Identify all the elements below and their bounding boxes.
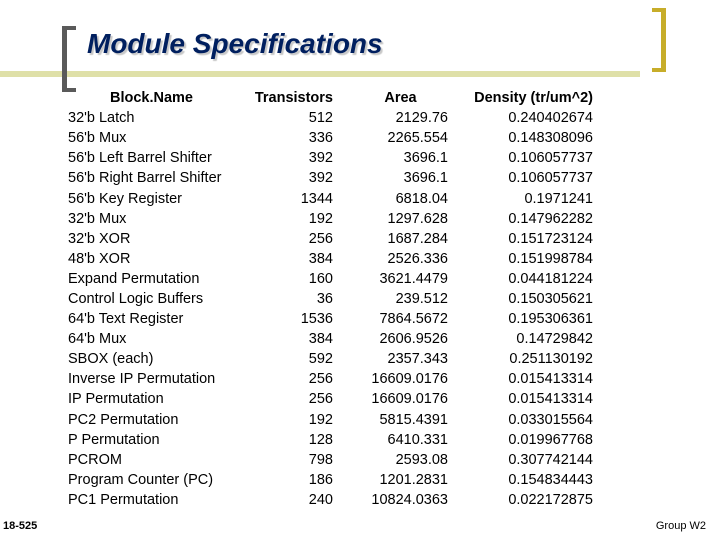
transistors-cell: 36	[316, 290, 333, 307]
area-cell: 5815.4391	[379, 411, 448, 428]
transistors-cell: 798	[308, 451, 333, 468]
table-body	[65, 108, 593, 510]
block-name-cell: P Permutation	[68, 431, 160, 448]
block-name-cell: 56'b Left Barrel Shifter	[68, 150, 212, 167]
density-cell: 0.150305621	[508, 290, 593, 307]
density-cell: 0.148308096	[508, 130, 593, 147]
block-name-cell: Control Logic Buffers	[68, 290, 204, 307]
area-cell: 16609.0176	[371, 391, 448, 408]
area-cell: 3696.1	[403, 170, 448, 187]
transistors-cell: 384	[308, 331, 333, 348]
transistors-cell: 256	[308, 230, 333, 247]
area-cell: 10824.0363	[371, 491, 448, 508]
density-cell: 0.022172875	[508, 491, 593, 508]
transistors-cell: 336	[308, 130, 333, 147]
transistors-cell: 256	[308, 391, 333, 408]
area-cell: 2265.554	[387, 130, 448, 147]
density-cell: 0.151998784	[508, 250, 593, 267]
table-row	[65, 168, 593, 188]
area-cell: 2357.343	[387, 351, 448, 368]
transistors-cell: 240	[308, 491, 333, 508]
transistors-cell: 192	[308, 411, 333, 428]
transistors-cell: 128	[308, 431, 333, 448]
block-name-cell: 56'b Right Barrel Shifter	[68, 170, 222, 187]
table-row	[65, 490, 593, 510]
group-name: Group W2	[655, 520, 706, 532]
block-name-cell: PC1 Permutation	[68, 491, 179, 508]
density-cell: 0.015413314	[508, 371, 593, 388]
transistors-cell: 256	[308, 371, 333, 388]
table-row	[65, 329, 593, 349]
area-cell: 2593.08	[395, 451, 448, 468]
block-name-cell: 56'b Key Register	[68, 190, 182, 207]
header-transistors: Transistors	[254, 90, 333, 107]
table-header-row	[65, 88, 593, 108]
block-name-cell: 64'b Text Register	[68, 311, 184, 328]
table-row	[65, 209, 593, 229]
block-name-cell: SBOX (each)	[68, 351, 154, 368]
block-name-cell: IP Permutation	[68, 391, 164, 408]
area-cell: 3696.1	[403, 150, 448, 167]
table-row	[65, 229, 593, 249]
course-number: 18-525	[3, 520, 38, 532]
block-name-cell: Expand Permutation	[68, 270, 200, 287]
transistors-cell: 384	[308, 250, 333, 267]
density-cell: 0.14729842	[516, 331, 593, 348]
header-block-name: Block.Name	[109, 90, 193, 107]
area-cell: 6818.04	[395, 190, 448, 207]
block-name-cell: 32'b Latch	[68, 110, 135, 127]
area-cell: 239.512	[395, 290, 448, 307]
density-cell: 0.1971241	[524, 190, 593, 207]
area-cell: 2526.336	[387, 250, 448, 267]
table-row	[65, 450, 593, 470]
table-row	[65, 289, 593, 309]
header-density: Density (tr/um^2)	[474, 90, 593, 107]
density-cell: 0.019967768	[508, 431, 593, 448]
slide-title: Module Specifications	[87, 28, 383, 59]
right-bracket-decoration	[652, 8, 666, 72]
transistors-cell: 392	[308, 150, 333, 167]
area-cell: 7864.5672	[379, 311, 448, 328]
transistors-cell: 1344	[300, 190, 333, 207]
module-spec-table	[65, 88, 593, 510]
area-cell: 3621.4479	[379, 270, 448, 287]
density-cell: 0.195306361	[508, 311, 593, 328]
transistors-cell: 186	[308, 471, 333, 488]
density-cell: 0.044181224	[508, 270, 593, 287]
table-row	[65, 430, 593, 450]
table-row	[65, 349, 593, 369]
block-name-cell: Inverse IP Permutation	[68, 371, 216, 388]
table-row	[65, 128, 593, 148]
block-name-cell: PCROM	[68, 451, 122, 468]
density-cell: 0.106057737	[508, 170, 593, 187]
left-bracket-decoration	[62, 26, 76, 92]
table-row	[65, 309, 593, 329]
block-name-cell: 64'b Mux	[68, 331, 127, 348]
area-cell: 6410.331	[387, 431, 448, 448]
density-cell: 0.154834443	[508, 471, 593, 488]
block-name-cell: 32'b XOR	[68, 230, 131, 247]
block-name-cell: 32'b Mux	[68, 210, 127, 227]
table-row	[65, 369, 593, 389]
area-cell: 2129.76	[395, 110, 448, 127]
block-name-cell: Program Counter (PC)	[68, 471, 214, 488]
table-row	[65, 108, 593, 128]
density-cell: 0.015413314	[508, 391, 593, 408]
table-row	[65, 410, 593, 430]
title-underline-bar	[0, 71, 640, 77]
transistors-cell: 1536	[300, 311, 333, 328]
area-cell: 1687.284	[387, 230, 448, 247]
table-row	[65, 148, 593, 168]
header-area: Area	[384, 90, 417, 107]
transistors-cell: 592	[308, 351, 333, 368]
area-cell: 1201.2831	[379, 471, 448, 488]
area-cell: 1297.628	[387, 210, 448, 227]
table-row	[65, 389, 593, 409]
block-name-cell: PC2 Permutation	[68, 411, 179, 428]
density-cell: 0.307742144	[508, 451, 593, 468]
density-cell: 0.033015564	[508, 411, 593, 428]
table-row	[65, 188, 593, 208]
area-cell: 16609.0176	[371, 371, 448, 388]
transistors-cell: 192	[308, 210, 333, 227]
density-cell: 0.147962282	[508, 210, 593, 227]
table-row	[65, 470, 593, 490]
block-name-cell: 48'b XOR	[68, 250, 131, 267]
transistors-cell: 392	[308, 170, 333, 187]
table-row	[65, 269, 593, 289]
table-row	[65, 249, 593, 269]
density-cell: 0.240402674	[508, 110, 593, 127]
density-cell: 0.251130192	[509, 351, 593, 368]
area-cell: 2606.9526	[379, 331, 448, 348]
transistors-cell: 512	[308, 110, 333, 127]
block-name-cell: 56'b Mux	[68, 130, 127, 147]
density-cell: 0.106057737	[508, 150, 593, 167]
transistors-cell: 160	[308, 270, 333, 287]
density-cell: 0.151723124	[508, 230, 593, 247]
